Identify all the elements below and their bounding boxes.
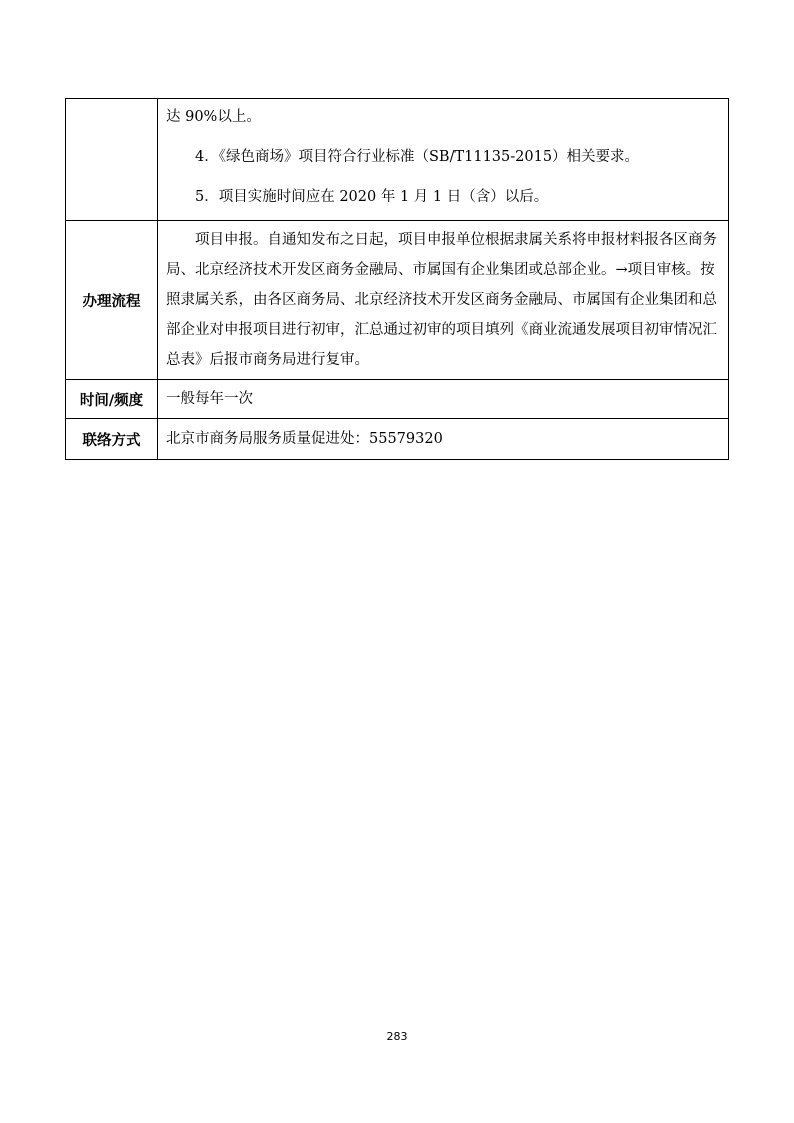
frequency-label: 时间/频度 (66, 380, 158, 419)
requirement-line: 达 90%以上。 (166, 109, 261, 125)
contact-content: 北京市商务局服务质量促进处：55579320 (158, 419, 729, 460)
process-text: 项目申报。自通知发布之日起，项目申报单位根据隶属关系将申报材料报各区商务局、北京经济技术开发区商务金融局、市属国有企业集团或总部企业。→项目审核。按照隶属关系，由各区商务局、北京经济技术开发区商务金融局、市属国有企业集团和总部企业对申报项目进行初审，汇总通过初审的项目填列《商业流通发展项目初审情况汇总表》后报市商务局进行复审。 (166, 232, 717, 368)
requirements-row (66, 99, 729, 221)
requirement-line: 4．《绿色商场》项目符合行业标准（SB/T11135-2015）相关要求。 (195, 149, 640, 165)
contact-label: 联络方式 (66, 419, 158, 460)
page-number: 283 (386, 1030, 408, 1043)
requirement-line: 5．项目实施时间应在 2020 年 1 月 1 日（含）以后。 (195, 189, 549, 205)
frequency-content: 一般每年一次 (158, 380, 729, 419)
frequency-row (66, 380, 729, 419)
process-row (66, 221, 729, 380)
requirements-content (158, 99, 729, 221)
process-label: 办理流程 (66, 221, 158, 380)
contact-row (66, 419, 729, 460)
requirements-label-cell (66, 99, 158, 221)
info-table (65, 98, 729, 460)
process-content (158, 221, 729, 380)
